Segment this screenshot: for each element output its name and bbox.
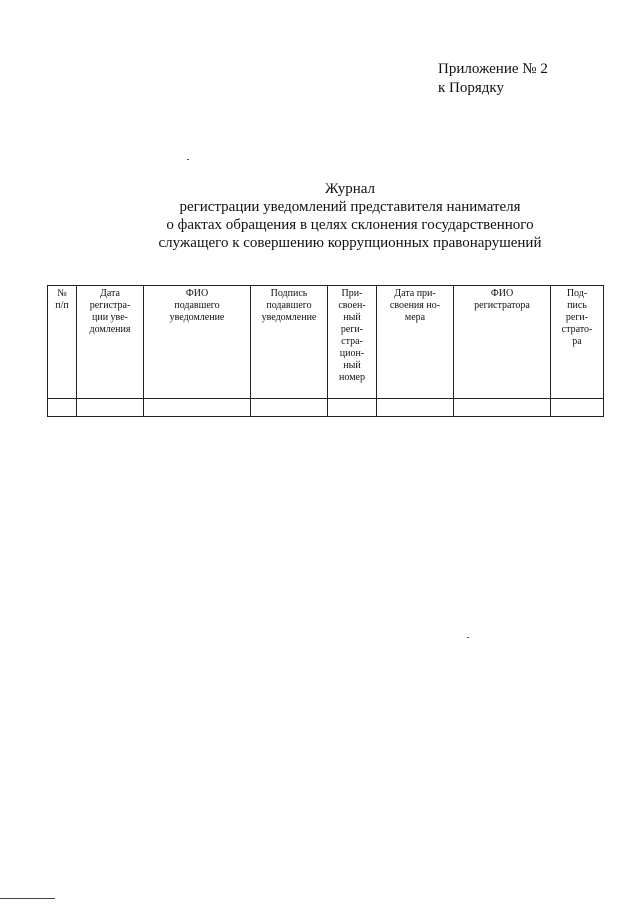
header-registration-number: При- своен- ный реги- стра- цион- ный номер: [328, 286, 377, 399]
table-cell: [454, 399, 551, 417]
table-row: [48, 399, 604, 417]
title-line-4: служащего к совершению коррупционных правонарушений: [158, 235, 542, 251]
table-cell: [144, 399, 251, 417]
document-title: [100, 180, 600, 252]
table-cell: [328, 399, 377, 417]
journal-table: [47, 285, 604, 417]
header-registrar-name: ФИО регистратора: [454, 286, 551, 399]
scan-speck: [467, 637, 469, 638]
title-line-2: регистрации уведомлений представителя нанимателя: [179, 199, 521, 215]
appendix-line-2: к Порядку: [438, 80, 504, 96]
table-cell: [377, 399, 454, 417]
header-number-assignment-date: Дата при- своения но- мера: [377, 286, 454, 399]
table-cell: [77, 399, 144, 417]
title-line-3: о фактах обращения в целях склонения государственного: [166, 217, 534, 233]
table-header-row: [48, 286, 604, 399]
title-line-1: Журнал: [324, 181, 375, 197]
header-submitter-name: ФИО подавшего уведомление: [144, 286, 251, 399]
footnote-rule: [0, 898, 55, 899]
header-registrar-signature: Под- пись реги- страто- ра: [551, 286, 604, 399]
table-cell: [48, 399, 77, 417]
scan-speck: [187, 159, 189, 160]
header-submitter-signature: Подпись подавшего уведомление: [251, 286, 328, 399]
table-cell: [551, 399, 604, 417]
table-cell: [251, 399, 328, 417]
header-number: № п/п: [48, 286, 77, 399]
appendix-label: [438, 60, 548, 98]
header-registration-date: Дата регистра- ции уве- домления: [77, 286, 144, 399]
appendix-line-1: Приложение № 2: [438, 61, 548, 77]
